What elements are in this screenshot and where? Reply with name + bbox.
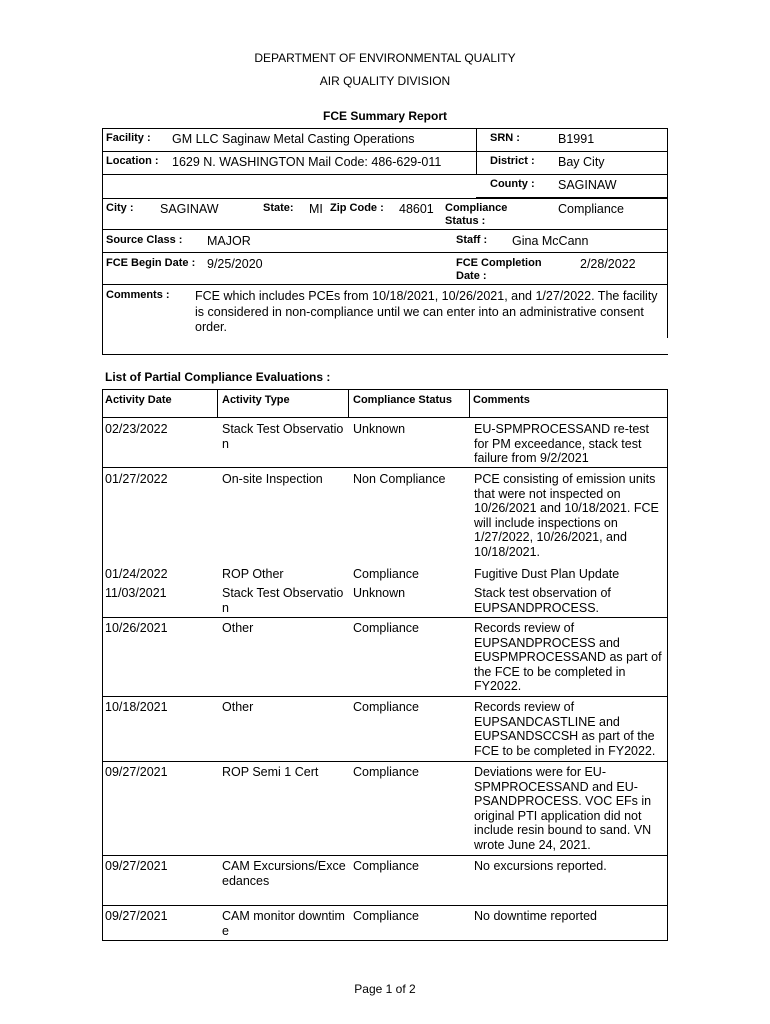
comments-value: FCE which includes PCEs from 10/18/2021, 10/26/2021, and 1/27/2022. The facility is considered in non-compliance until we can enter into an administrative consent order.	[195, 289, 658, 334]
row-separator	[102, 855, 668, 856]
column-separator	[102, 389, 103, 418]
pce-cell-type: CAM monitor downtime	[222, 909, 345, 938]
row-separator	[102, 940, 668, 941]
pce-cell-status: Unknown	[353, 422, 406, 436]
facility-label: Facility :	[106, 132, 151, 144]
district-label: District :	[490, 155, 535, 167]
column-separator	[217, 389, 218, 418]
row-separator	[102, 617, 668, 618]
column-separator	[667, 389, 668, 418]
comments-label: Comments :	[106, 289, 170, 301]
source-class-label: Source Class :	[106, 234, 183, 246]
state-value: MI	[309, 202, 323, 216]
pce-cell-status: Compliance	[353, 909, 420, 923]
pce-cell-type: On-site Inspection	[222, 472, 323, 486]
compliance-status-value: Compliance	[558, 202, 625, 216]
column-separator	[667, 417, 668, 941]
pce-cell-type: Other	[222, 700, 254, 714]
column-header-comments: Comments	[473, 394, 530, 406]
pce-cell-date: 10/26/2021	[105, 621, 168, 635]
department-heading: DEPARTMENT OF ENVIRONMENTAL QUALITY	[254, 51, 516, 65]
row-separator	[102, 417, 668, 418]
pce-cell-date: 01/27/2022	[105, 472, 168, 486]
pce-cell-date: 09/27/2021	[105, 859, 168, 873]
division-heading: AIR QUALITY DIVISION	[319, 74, 451, 88]
pce-cell-status: Compliance	[353, 859, 420, 873]
pce-cell-date: 11/03/2021	[105, 586, 167, 600]
fce-begin-value: 9/25/2020	[207, 257, 263, 271]
pce-cell-comments: No excursions reported.	[474, 859, 607, 873]
pce-cell-date: 01/24/2022	[105, 567, 168, 581]
pce-cell-type: ROP Other	[222, 567, 284, 581]
district-value: Bay City	[558, 155, 605, 169]
pce-cell-date: 02/23/2022	[105, 422, 168, 436]
pce-cell-comments: Fugitive Dust Plan Update	[474, 567, 620, 581]
column-separator	[348, 389, 349, 418]
fce-completion-label-2: Date :	[456, 270, 487, 282]
fce-completion-label: FCE Completion	[456, 257, 542, 269]
pce-cell-status: Compliance	[353, 567, 420, 581]
column-header-activity-date: Activity Date	[105, 394, 172, 406]
staff-label: Staff :	[456, 234, 488, 246]
state-label: State:	[263, 202, 294, 214]
pce-cell-status: Unknown	[353, 586, 406, 600]
facility-value: GM LLC Saginaw Metal Casting Operations	[172, 132, 415, 146]
page-number: Page 1 of 2	[354, 982, 416, 996]
pce-cell-comments: PCE consisting of emission units that were not inspected on 10/26/2021 and 10/18/2021. FCE will include inspections on 1/27/2022, 10/26/2021, and 10/18/2021.	[474, 472, 659, 559]
zip-label: Zip Code :	[330, 202, 384, 214]
pce-cell-comments: EU-SPMPROCESSAND re-test for PM exceedance, stack test failure from 9/2/2021	[474, 422, 650, 466]
county-value: SAGINAW	[558, 178, 617, 192]
compliance-status-label-2: Status :	[445, 215, 486, 227]
source-class-value: MAJOR	[207, 234, 251, 248]
compliance-status-label: Compliance	[445, 202, 508, 214]
pce-cell-status: Compliance	[353, 700, 420, 714]
zip-value: 48601	[399, 202, 434, 216]
srn-value: B1991	[558, 132, 595, 146]
pce-cell-comments: Stack test observation of EUPSANDPROCESS.	[474, 586, 611, 615]
pce-cell-date: 09/27/2021	[105, 765, 168, 779]
pce-cell-comments: No downtime reported	[474, 909, 597, 923]
pce-cell-status: Non Compliance	[353, 472, 446, 486]
fce-begin-label: FCE Begin Date :	[106, 257, 196, 269]
fce-completion-value: 2/28/2022	[580, 257, 636, 271]
column-separator	[102, 417, 103, 941]
pce-cell-type: Stack Test Observation	[222, 586, 344, 615]
row-separator	[102, 467, 668, 468]
pce-cell-comments: Deviations were for EU-SPMPROCESSAND and EU-PSANDPROCESS. VOC EFs in original PTI application did not include resin bound to sand. VN wrote June 24, 2021.	[474, 765, 652, 852]
column-separator	[469, 389, 470, 418]
row-separator	[102, 696, 668, 697]
pce-cell-comments: Records review of EUPSANDPROCESS and EUSPMPROCESSAND as part of the FCE to be completed in FY2022.	[474, 621, 662, 694]
row-separator	[102, 905, 668, 906]
pce-cell-date: 09/27/2021	[105, 909, 168, 923]
srn-label: SRN :	[490, 132, 520, 144]
pce-cell-type: CAM Excursions/Exceedances	[222, 859, 346, 888]
pce-cell-date: 10/18/2021	[105, 700, 168, 714]
city-label: City :	[106, 202, 134, 214]
staff-value: Gina McCann	[512, 234, 589, 248]
column-header-activity-type: Activity Type	[222, 394, 290, 406]
location-label: Location :	[106, 155, 159, 167]
pce-cell-status: Compliance	[353, 621, 420, 635]
county-label: County :	[490, 178, 535, 190]
report-title: FCE Summary Report	[322, 109, 448, 123]
location-value: 1629 N. WASHINGTON Mail Code: 486-629-011	[172, 155, 442, 169]
pce-list-title: List of Partial Compliance Evaluations :	[105, 370, 331, 384]
row-separator	[102, 761, 668, 762]
pce-cell-type: Other	[222, 621, 254, 635]
column-header-compliance-status: Compliance Status	[353, 394, 453, 406]
pce-cell-status: Compliance	[353, 765, 420, 779]
row-separator	[102, 389, 668, 390]
pce-cell-type: Stack Test Observation	[222, 422, 344, 451]
city-value: SAGINAW	[160, 202, 219, 216]
pce-cell-type: ROP Semi 1 Cert	[222, 765, 319, 779]
pce-cell-comments: Records review of EUPSANDCASTLINE and EUPSANDSCCSH as part of the FCE to be completed in FY2022.	[474, 700, 656, 758]
